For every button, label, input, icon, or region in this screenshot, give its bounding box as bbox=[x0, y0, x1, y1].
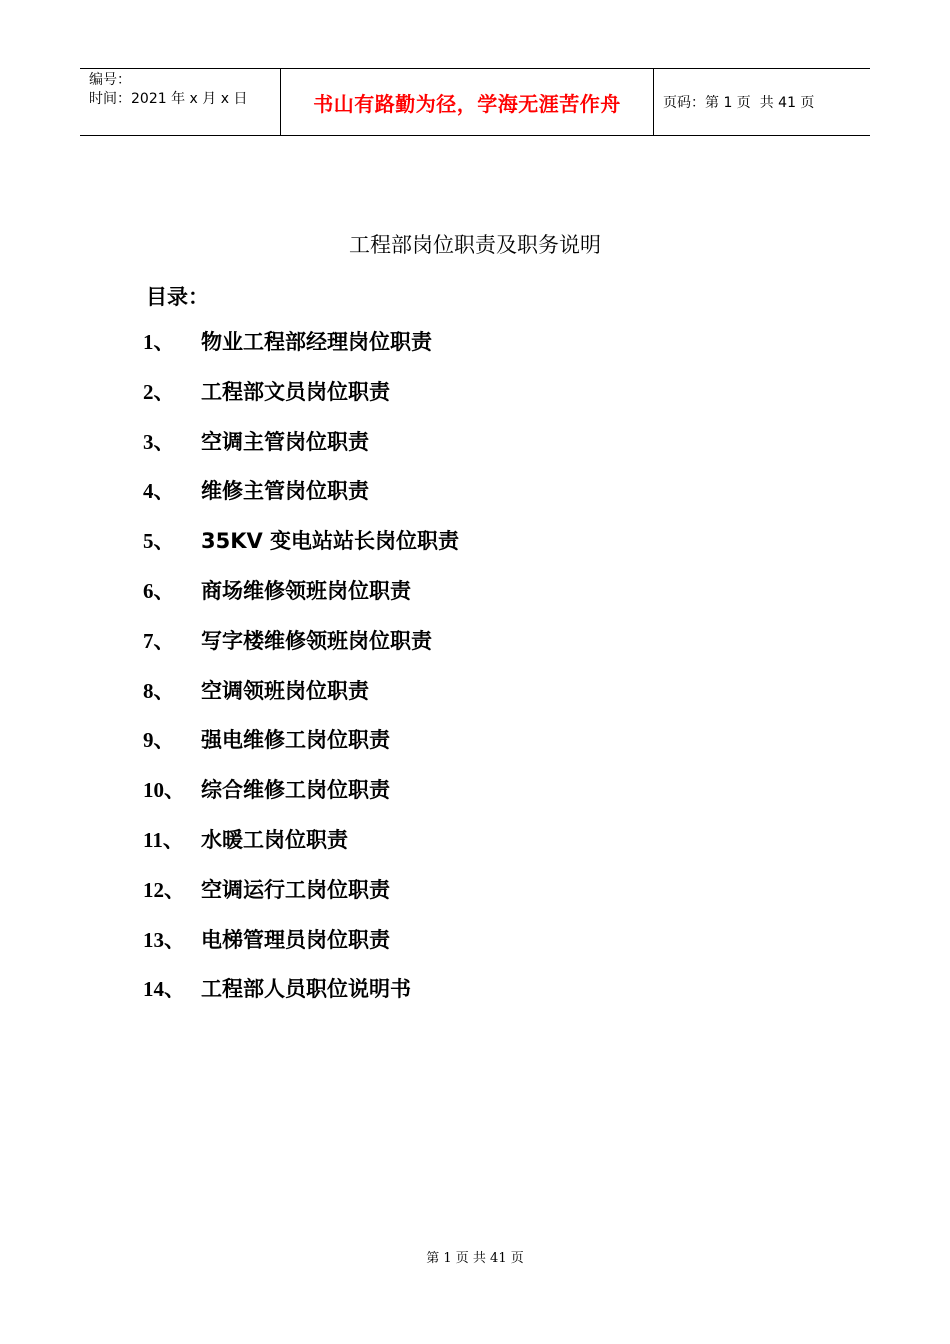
toc-item-number: 10、 bbox=[143, 778, 185, 803]
page-footer: 第 1 页 共 41 页 bbox=[426, 1251, 524, 1266]
toc-item-number: 3、 bbox=[143, 429, 175, 454]
toc-item-label: 商场维修领班岗位职责 bbox=[201, 578, 411, 603]
number-label: 编号： bbox=[89, 72, 131, 88]
toc-item[interactable] bbox=[143, 677, 743, 727]
toc-item-number: 12、 bbox=[143, 877, 185, 902]
toc-item-label: 35KV 变电站站长岗位职责 bbox=[201, 529, 460, 554]
toc-item-label: 工程部文员岗位职责 bbox=[201, 379, 390, 404]
toc-item-number: 11、 bbox=[143, 827, 184, 852]
toc-item-number: 6、 bbox=[143, 578, 175, 603]
toc-item[interactable] bbox=[143, 428, 743, 478]
toc-item[interactable] bbox=[143, 975, 743, 1025]
toc-item-number: 4、 bbox=[143, 479, 175, 504]
toc-item-number: 5、 bbox=[143, 529, 175, 554]
table-of-contents bbox=[143, 328, 743, 1025]
toc-item[interactable] bbox=[143, 328, 743, 378]
toc-item-number: 2、 bbox=[143, 379, 175, 404]
toc-heading: 目录： bbox=[146, 285, 209, 309]
toc-item-label: 写字楼维修领班岗位职责 bbox=[201, 628, 432, 653]
toc-item[interactable] bbox=[143, 577, 743, 627]
header-page-info: 页码：第 1 页 共 41 页 bbox=[663, 95, 815, 111]
toc-item[interactable] bbox=[143, 527, 743, 577]
toc-item-number: 1、 bbox=[143, 330, 175, 354]
page-header bbox=[80, 68, 870, 136]
toc-item[interactable] bbox=[143, 876, 743, 926]
toc-item[interactable] bbox=[143, 726, 743, 776]
toc-item-number: 13、 bbox=[143, 927, 185, 952]
toc-item[interactable] bbox=[143, 826, 743, 876]
header-motto: 书山有路勤为径，学海无涯苦作舟 bbox=[281, 69, 654, 135]
toc-item[interactable] bbox=[143, 627, 743, 677]
toc-item[interactable] bbox=[143, 477, 743, 527]
toc-item-label: 工程部人员职位说明书 bbox=[201, 977, 411, 1002]
document-title: 工程部岗位职责及职务说明 bbox=[349, 233, 601, 257]
toc-item-label: 维修主管岗位职责 bbox=[201, 479, 369, 504]
toc-item-label: 水暖工岗位职责 bbox=[201, 827, 348, 852]
toc-item-number: 8、 bbox=[143, 678, 175, 703]
toc-item-label: 空调运行工岗位职责 bbox=[201, 877, 390, 902]
toc-item-label: 空调领班岗位职责 bbox=[201, 678, 369, 703]
toc-item[interactable] bbox=[143, 776, 743, 826]
toc-item-label: 空调主管岗位职责 bbox=[201, 429, 369, 454]
toc-item[interactable] bbox=[143, 378, 743, 428]
time-label: 时间：2021 年 x 月 x 日 bbox=[89, 91, 248, 107]
toc-item-number: 9、 bbox=[143, 728, 175, 753]
header-meta-cell bbox=[80, 69, 281, 135]
toc-item-label: 强电维修工岗位职责 bbox=[201, 728, 390, 753]
toc-item-label: 综合维修工岗位职责 bbox=[201, 778, 390, 803]
header-page-info-cell bbox=[654, 69, 870, 135]
toc-item-number: 7、 bbox=[143, 628, 175, 653]
toc-item-label: 电梯管理员岗位职责 bbox=[201, 927, 390, 952]
toc-item-label: 物业工程部经理岗位职责 bbox=[201, 330, 432, 354]
toc-item-number: 14、 bbox=[143, 977, 185, 1002]
toc-item[interactable] bbox=[143, 926, 743, 976]
